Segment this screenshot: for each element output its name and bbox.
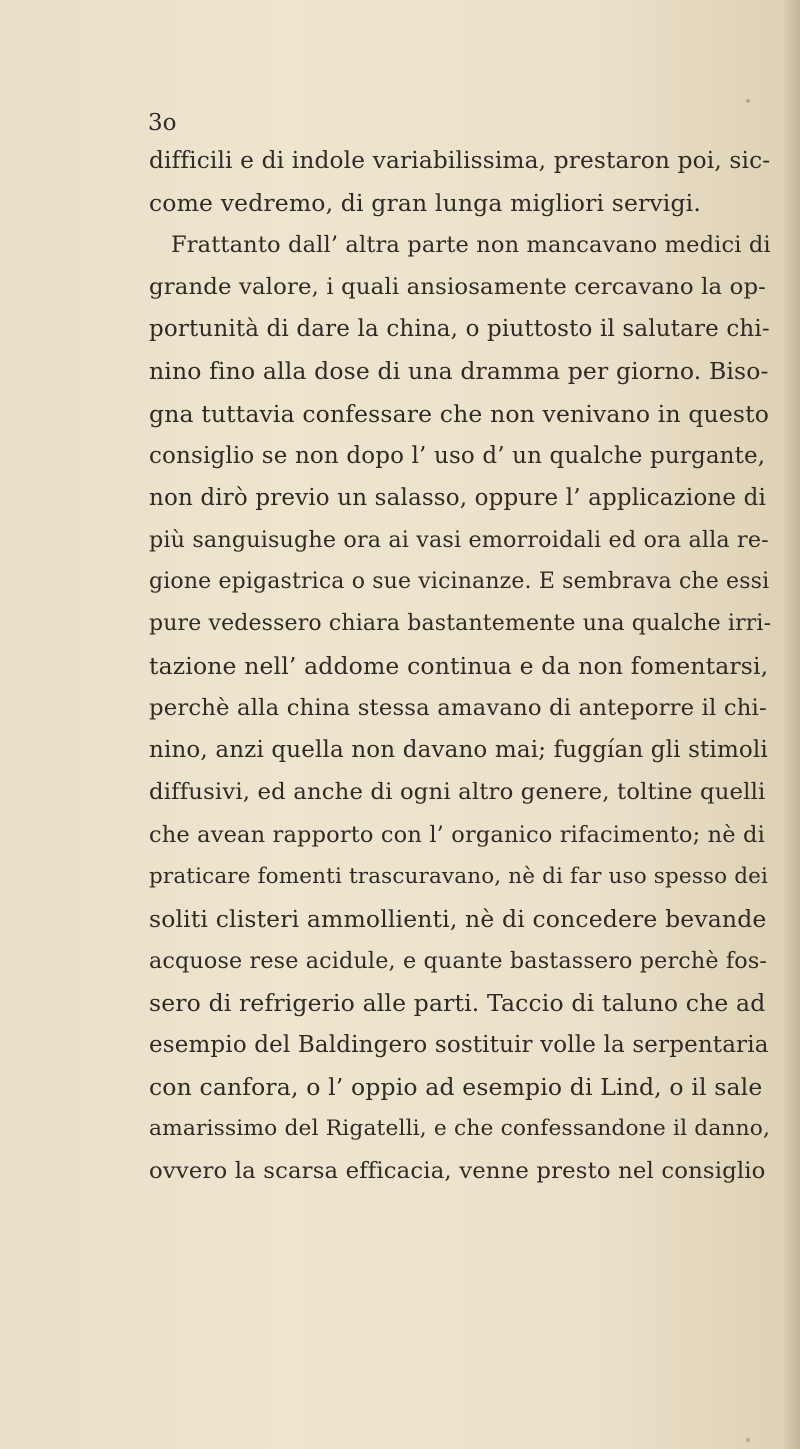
text-line: soliti clisteri ammollienti, nè di concedere bevande	[149, 904, 767, 933]
text-line: acquose rese acidule, e quante bastassero perchè fos-	[149, 947, 768, 974]
text-line: Frattanto dall’ altra parte non mancavano medici di	[171, 232, 771, 259]
text-line: grande valore, i quali ansiosamente cercavano la op-	[149, 274, 766, 301]
text-line: che avean rapporto con l’ organico rifacimento; nè di	[149, 821, 765, 848]
text-line: pure vedessero chiara bastantemente una qualche irri-	[149, 611, 772, 637]
text-line: più sanguisughe ora ai vasi emorroidali ed ora alla re-	[149, 526, 769, 553]
text-line: esempio del Baldingero sostituir volle la serpentaria	[149, 1031, 769, 1058]
body-text	[149, 140, 771, 1192]
text-line: non dirò previo un salasso, oppure l’ applicazione di	[149, 484, 767, 511]
text-line: praticare fomenti trascuravano, nè di far uso spesso dei	[149, 863, 769, 889]
text-line: portunità di dare la china, o piuttosto il salutare chi-	[149, 316, 770, 343]
text-line: tazione nell’ addome continua e da non fomentarsi,	[149, 652, 769, 681]
text-line: consiglio se non dopo l’ uso d’ un qualche purgante,	[149, 442, 766, 469]
text-line: sero di refrigerio alle parti. Taccio di taluno che ad	[149, 988, 766, 1017]
paper-speck	[746, 1438, 750, 1442]
page-number: 3o	[148, 110, 177, 136]
text-line: nino, anzi quella non davano mai; fuggían gli stimoli	[149, 737, 768, 764]
text-line: con canfora, o l’ oppio ad esempio di Lind, o il sale	[149, 1073, 763, 1102]
text-line: difficili e di indole variabilissima, prestaron poi, sic-	[149, 147, 771, 174]
text-line: gione epigastrica o sue vicinanze. E sembrava che essi	[149, 568, 770, 594]
text-line: perchè alla china stessa amavano di anteporre il chi-	[149, 695, 767, 722]
page-edge-shadow	[782, 0, 800, 1449]
text-line: ovvero la scarsa efficacia, venne presto nel consiglio	[149, 1158, 766, 1185]
text-line: amarissimo del Rigatelli, e che confessandone il danno,	[149, 1116, 771, 1142]
text-line: diffusivi, ed anche di ogni altro genere, toltine quelli	[149, 779, 766, 806]
text-line: gna tuttavia confessare che non venivano in questo	[149, 399, 769, 428]
text-line: nino fino alla dose di una dramma per giorno. Biso-	[149, 357, 769, 386]
text-line: come vedremo, di gran lunga migliori servigi.	[149, 189, 701, 218]
paper-speck	[746, 99, 750, 103]
